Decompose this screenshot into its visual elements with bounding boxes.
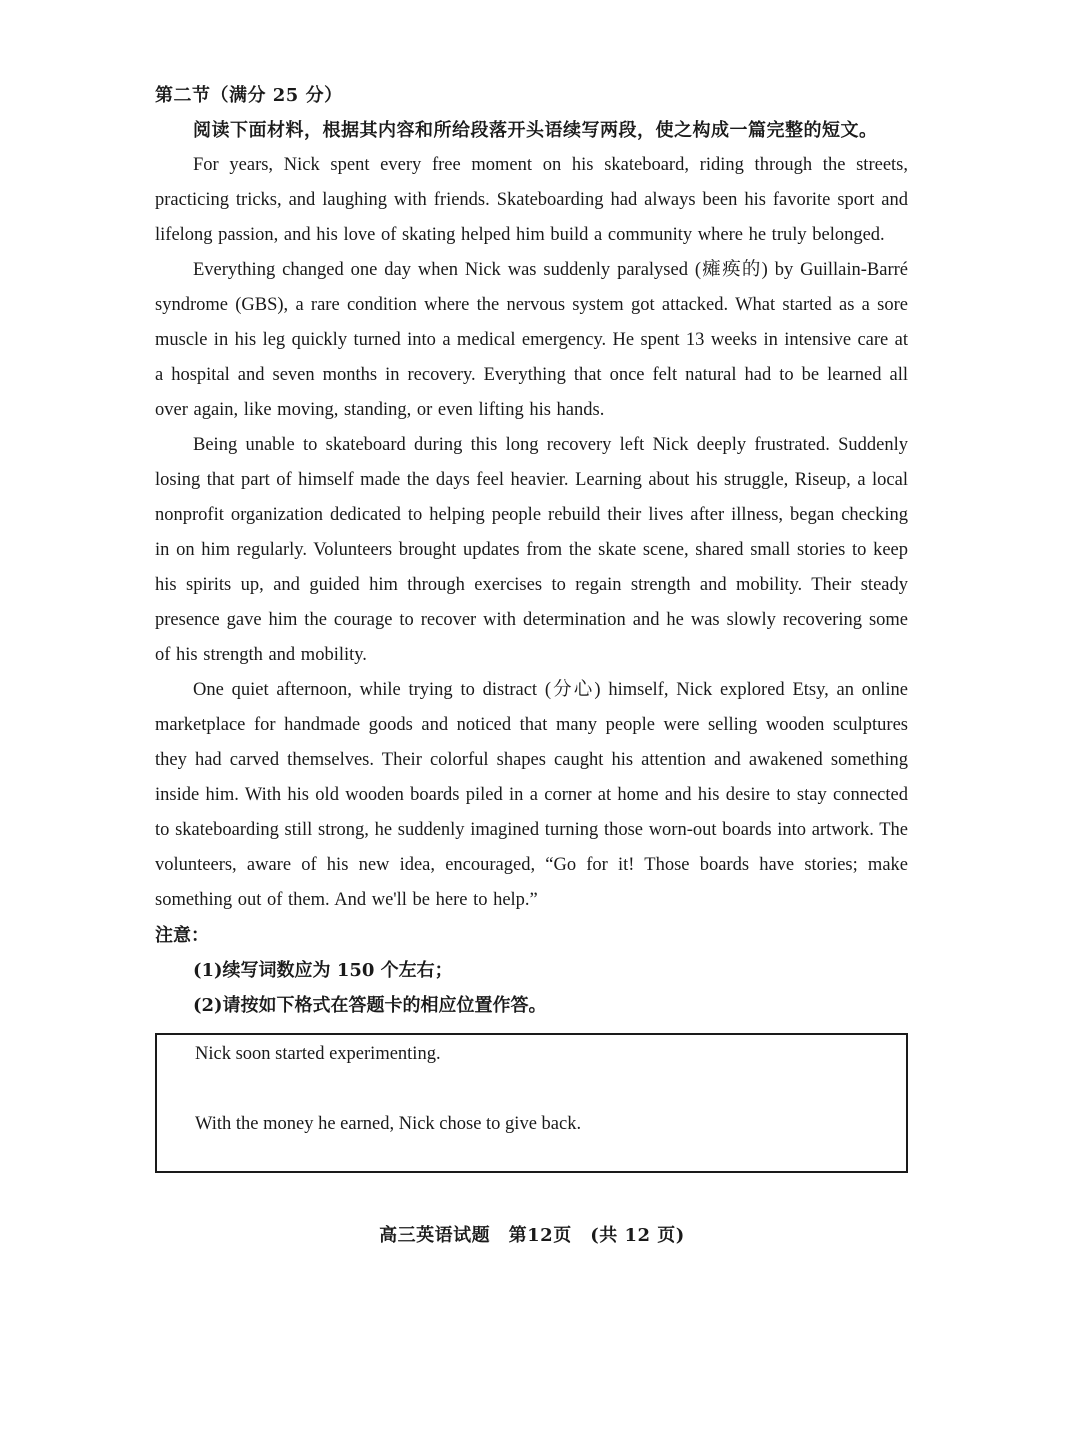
paragraph-1-opening: Nick soon started experimenting. xyxy=(195,1044,441,1064)
passage-paragraph-3: Being unable to skateboard during this long recovery left Nick deeply frustrated. Suddenly losing that part of himself made the days feel heavier. Learning about his struggle, Riseup, a local nonprofit organization dedicated to helping people rebuild their lives after illness, began checking in on him regularly. Volunteers brought updates from the skate scene, shared small stories to keep his spirits up, and guided him through exercises to regain strength and mobility. Their steady presence gave him the courage to recover with determination and he was slowly recovering some of his strength and mobility. xyxy=(155,435,908,665)
notes-title: 注意： xyxy=(155,925,209,946)
task-instruction: 阅读下面材料，根据其内容和所给段落开头语续写两段，使之构成一篇完整的短文。 xyxy=(193,120,878,141)
section-title: 第二节（满分 25 分） xyxy=(155,85,343,106)
note-item-2: (2)请按如下格式在答题卡的相应位置作答。 xyxy=(193,995,547,1016)
paragraph-2-opening: With the money he earned, Nick chose to give back. xyxy=(195,1114,582,1134)
passage-paragraph-1: For years, Nick spent every free moment on his skateboard, riding through the streets, practicing tricks, and laughing with friends. Skateboarding had always been his favorite sport and lifelong passion, and his love of skating helped him build a community where he truly belonged. xyxy=(155,155,908,245)
passage-paragraph-2: Everything changed one day when Nick was suddenly paralysed (瘫痪的) by Guillain-Barré syndrome (GBS), a rare condition where the nervous system got attacked. What started as a sore muscle in his leg quickly turned into a medical emergency. He spent 13 weeks in intensive care at a hospital and seven months in recovery. Everything that once felt natural had to be learned all over again, like moving, standing, or even lifting his hands. xyxy=(155,260,908,420)
note-item-1: (1)续写词数应为 150 个左右； xyxy=(193,960,453,981)
page-footer: 高三英语试题 第12页 (共 12 页) xyxy=(379,1225,685,1246)
exam-page xyxy=(155,78,908,1173)
passage-paragraph-4: One quiet afternoon, while trying to distract (分心) himself, Nick explored Etsy, an online marketplace for handmade goods and noticed that many people were selling wooden sculptures they had carved themselves. Their colorful shapes caught his attention and awakened something inside him. With his old wooden boards piled in a corner at home and his desire to stay connected to skateboarding still strong, he suddenly imagined turning those worn-out boards into artwork. The volunteers, aware of his new idea, encouraged, “Go for it! Those boards have stories; make something out of them. And we'll be here to help.” xyxy=(155,680,908,910)
answer-format-box xyxy=(155,1033,908,1173)
